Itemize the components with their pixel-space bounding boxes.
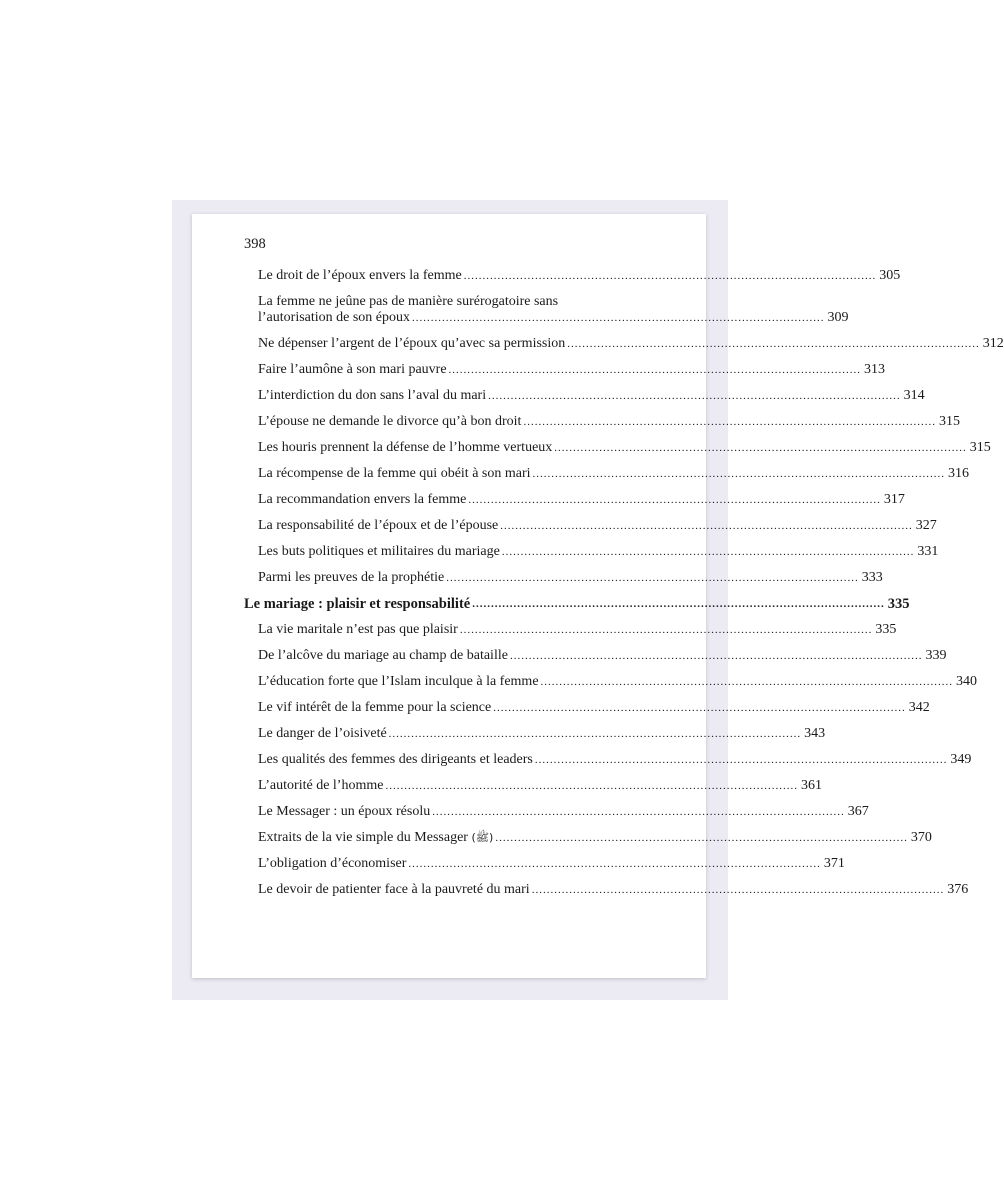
toc-entry-page: 349 <box>950 752 972 767</box>
toc-entry <box>244 804 869 820</box>
toc-entry <box>244 726 826 742</box>
leader-dots: .............................................................................................................. <box>501 546 915 558</box>
toc-entry-title: L’interdiction du don sans l’aval du mari <box>258 388 487 403</box>
leader-dots: .............................................................................................................. <box>554 442 967 454</box>
toc-entry <box>244 544 939 560</box>
toc-entry-page: 342 <box>908 700 930 715</box>
toc-entry <box>244 414 960 430</box>
toc-entry-page: 317 <box>883 492 905 507</box>
toc-entry-title: Les buts politiques et militaires du mariage <box>258 544 500 559</box>
toc-entry-title: Le vif intérêt de la femme pour la science <box>258 700 492 715</box>
toc-entry-title: Les houris prennent la défense de l’homme vertueux <box>258 440 553 455</box>
leader-dots: .............................................................................................................. <box>459 624 873 636</box>
toc-entry <box>244 830 932 846</box>
toc-entry-page: 367 <box>847 804 869 819</box>
leader-dots: .............................................................................................................. <box>509 650 923 662</box>
toc-entry-page: 370 <box>910 830 932 845</box>
toc-entry-page: 343 <box>804 726 826 741</box>
toc-entry-title: Extraits de la vie simple du Messager <box>258 830 468 845</box>
toc-entry-page: 335 <box>875 622 897 637</box>
toc-entry-page: 315 <box>938 414 960 429</box>
toc-section-heading <box>244 596 910 612</box>
leader-dots: .............................................................................................................. <box>388 728 802 740</box>
toc-entry-page: 305 <box>879 268 901 283</box>
leader-dots: .............................................................................................................. <box>540 676 954 688</box>
honorific-glyph: (ﷺ) <box>471 831 494 844</box>
section-title: Le mariage : plaisir et responsabilité <box>244 596 471 612</box>
leader-dots: .............................................................................................................. <box>493 702 906 714</box>
leader-dots: .............................................................................................................. <box>408 858 821 870</box>
toc-entry-page: 315 <box>969 440 991 455</box>
toc-entry-page: 312 <box>982 336 1004 351</box>
toc-entry-title: Le devoir de patienter face à la pauvreté du mari <box>258 882 530 897</box>
toc-entry-page: 376 <box>947 882 969 897</box>
toc-entry-title: Le Messager : un époux résolu <box>258 804 431 819</box>
toc-entry-title: La vie maritale n’est pas que plaisir <box>258 622 458 637</box>
toc-entry-title: L’autorité de l’homme <box>258 778 384 793</box>
toc-entry-page: 327 <box>915 518 937 533</box>
toc-entry <box>244 294 849 326</box>
toc-entry <box>244 388 925 404</box>
toc-entry-page: 333 <box>861 570 883 585</box>
book-page <box>192 214 1004 978</box>
toc-entry-title: La responsabilité de l’époux et de l’épouse <box>258 518 499 533</box>
toc-entry-page: 316 <box>948 466 970 481</box>
toc-entry-title: l’autorisation de son époux <box>258 310 411 325</box>
toc-entry-title: De l’alcôve du mariage au champ de bataille <box>258 648 508 663</box>
toc-entry <box>244 882 969 898</box>
toc-entry-page: 371 <box>823 856 845 871</box>
toc-entry <box>244 778 822 794</box>
toc-entry <box>244 362 886 378</box>
toc-entry <box>244 336 1004 352</box>
toc-entry-title: Le droit de l’époux envers la femme <box>258 268 462 283</box>
toc-entry <box>244 700 930 716</box>
leader-dots: .............................................................................................................. <box>523 416 936 428</box>
toc-entry <box>244 440 991 456</box>
toc-entry-title: Ne dépenser l’argent de l’époux qu’avec sa permission <box>258 336 566 351</box>
toc-entry-title: Le danger de l’oisiveté <box>258 726 387 741</box>
leader-dots: .............................................................................................................. <box>531 884 945 896</box>
toc-entry-page: 309 <box>827 310 849 325</box>
leader-dots: .............................................................................................................. <box>488 390 901 402</box>
leader-dots: .............................................................................................................. <box>448 364 862 376</box>
leader-dots: .............................................................................................................. <box>385 780 798 792</box>
toc-entry <box>244 648 947 664</box>
leader-dots: .............................................................................................................. <box>495 832 908 844</box>
toc-entry-title: La recommandation envers la femme <box>258 492 467 507</box>
leader-dots: .............................................................................................................. <box>468 494 881 506</box>
toc-entry-title-line1: La femme ne jeûne pas de manière surérogatoire sans <box>258 294 559 309</box>
leader-dots: .............................................................................................................. <box>412 312 825 324</box>
toc-entry-page: 340 <box>956 674 978 689</box>
toc-entry-title: Parmi les preuves de la prophétie <box>258 570 445 585</box>
toc-entry-page: 339 <box>925 648 947 663</box>
toc-entry-title: La récompense de la femme qui obéit à son mari <box>258 466 531 481</box>
toc-entry <box>244 570 883 586</box>
leader-dots: .............................................................................................................. <box>472 598 885 610</box>
toc-entry <box>244 268 901 284</box>
page-number: 398 <box>244 236 266 252</box>
toc-entry-title: L’éducation forte que l’Islam inculque à la femme <box>258 674 539 689</box>
toc-entry <box>244 674 978 690</box>
leader-dots: .............................................................................................................. <box>567 338 980 350</box>
toc-entry-page: 361 <box>800 778 822 793</box>
toc-entry-title: Faire l’aumône à son mari pauvre <box>258 362 447 377</box>
leader-dots: .............................................................................................................. <box>432 806 845 818</box>
leader-dots: .............................................................................................................. <box>500 520 913 532</box>
toc-entry-title: Les qualités des femmes des dirigeants et leaders <box>258 752 533 767</box>
toc-entry-title: L’obligation d’économiser <box>258 856 407 871</box>
leader-dots: .............................................................................................................. <box>532 468 946 480</box>
toc-entry <box>244 518 937 534</box>
section-page: 335 <box>887 596 910 612</box>
toc-entry <box>244 492 905 508</box>
leader-dots: .............................................................................................................. <box>446 572 859 584</box>
toc-entry <box>244 466 970 482</box>
table-of-contents <box>244 268 1004 908</box>
toc-entry-title: L’épouse ne demande le divorce qu’à bon droit <box>258 414 522 429</box>
leader-dots: .............................................................................................................. <box>534 754 948 766</box>
toc-entry <box>244 622 897 638</box>
toc-entry-page: 314 <box>903 388 925 403</box>
toc-entry-page: 313 <box>864 362 886 377</box>
toc-entry <box>244 752 972 768</box>
leader-dots: .............................................................................................................. <box>463 270 877 282</box>
toc-entry-page: 331 <box>917 544 939 559</box>
toc-entry <box>244 856 845 872</box>
